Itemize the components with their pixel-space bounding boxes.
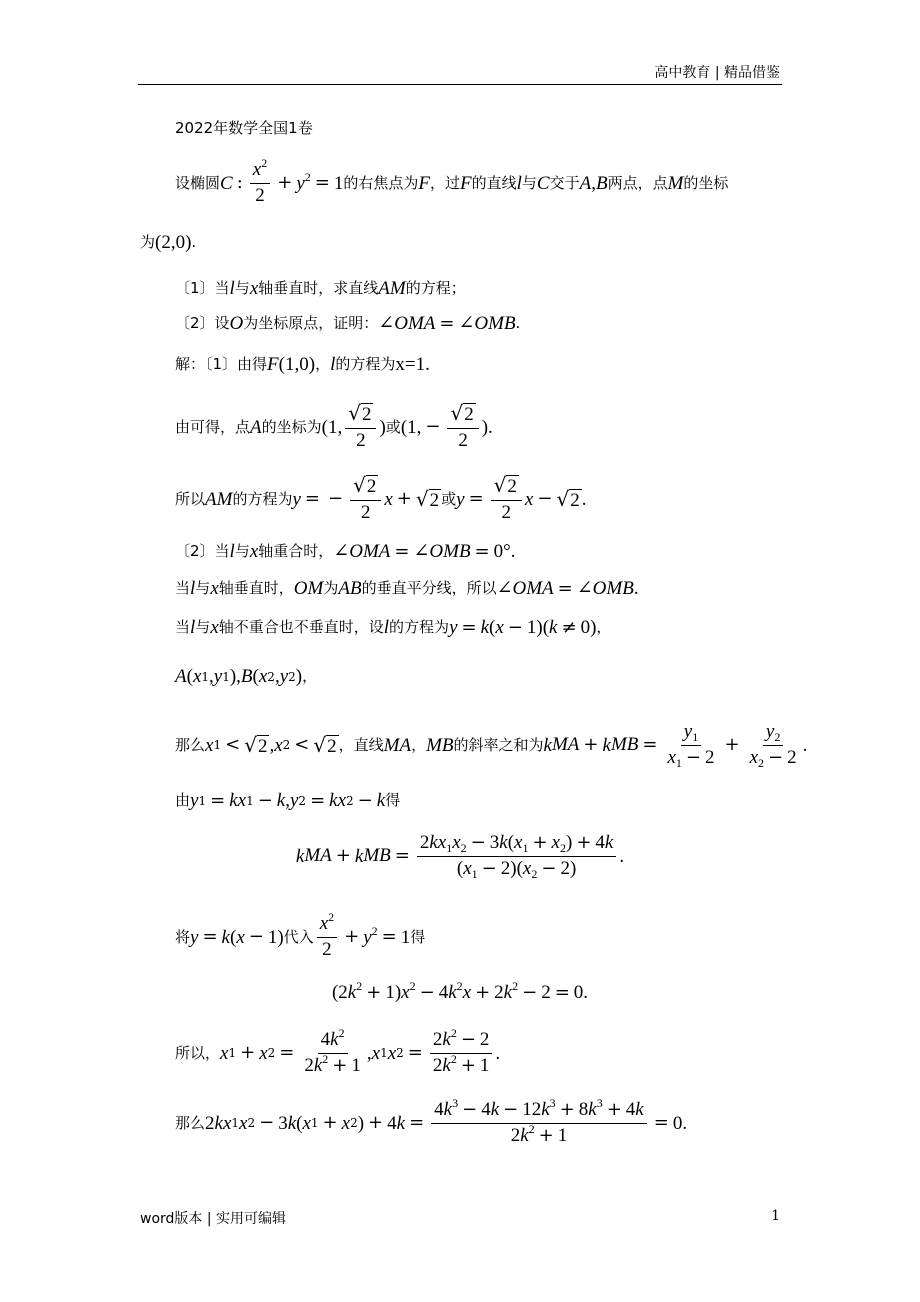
page-footer: word版本 | 实用可编辑	[140, 1211, 287, 1227]
page-header: 高中教育 | 精品借鉴	[654, 65, 780, 81]
solution-line-4: 〔2〕当 l 与 x 轴重合时， ∠ OMA = ∠ OMB = 0°.	[175, 540, 516, 562]
solution-line-8: 那么 x 1 < √ 2 , x 2 < √ 2 ，直线 MA ， MB 的斜率之和为 k MA + k MB = $\frac{y_1}{x_1 - 2}$ + $\frac{y_2}{x_2 - 2}$ .	[175, 721, 808, 770]
problem-part-1: 〔1〕当 l 与 x 轴垂直时，求直线 AM 的方程；	[175, 278, 466, 299]
problem-line-2: 为 (2,0) .	[140, 232, 197, 253]
solution-line-14: 那么 2 kx 1 x 2 − 3 k ( x 1 + x 2 ) + 4 k = $\frac{4k^3 - 4k - 12k^3 + 8k^3 + 4k}{2k^2 + 1}$ = 0.	[175, 1096, 688, 1146]
solution-line-3: 所以 AM 的方程为 y = − √ 2 2 x + √ 2 或 y = √ 2 2 x − √ 2 .	[175, 473, 587, 523]
document-title: 2022年数学全国1卷	[175, 119, 313, 137]
problem-line-1: 设椭圆 C : $\frac{x^2}{2}$ + $y^2$ = 1 的右焦点为 F ，过 F 的直线 l 与 C 交于 A , B 两点，点 M 的坐标	[175, 156, 729, 206]
solution-line-11: 将 y = k ( x − 1) 代入 $\frac{x^2}{2}$ + $y^2$ = 1 得	[175, 910, 426, 960]
solution-line-13: 所以， x 1 + x 2 = $\frac{4k^2}{2k^2 + 1}$ , x 1 x 2 = $\frac{2k^2 - 2}{2k^2 + 1}$ .	[175, 1026, 501, 1076]
page-number: 1	[771, 1208, 780, 1224]
solution-line-5: 当 l 与 x 轴垂直时， OM 为 AB 的垂直平分线，所以 ∠ OMA = ∠ OMB .	[175, 577, 639, 599]
solution-line-9: 由 y 1 = kx 1 − k , y 2 = kx 2 − k 得	[175, 789, 401, 811]
solution-line-1: 解：〔1〕由得 F (1,0) ， l 的方程为 x=1.	[175, 354, 430, 375]
problem-part-2: 〔2〕设 O 为坐标原点，证明： ∠ OMA = ∠ OMB .	[175, 312, 521, 334]
solution-line-7: A ( x 1 , y 1 ), B ( x 2 , y 2 ) ，	[175, 666, 318, 687]
solution-line-6: 当 l 与 x 轴不重合也不垂直时，设 l 的方程为 y = k ( x − 1)( k ≠ 0) ，	[175, 616, 612, 638]
header-rule	[138, 84, 782, 85]
solution-line-10: k MA + k MB = $\frac{2kx_1x_2 - 3k(x_1 + x_2) + 4k}{(x_1 - 2)(x_2 - 2)}$ .	[295, 832, 625, 881]
solution-line-2: 由可得，点 A 的坐标为 (1, √ 2 2 ) 或 (1, − √ 2 2 ).	[175, 401, 493, 451]
solution-line-12: (2 $k^2$ + 1) $x^2$ − 4 $k^2x$ + 2 $k^2$ − 2 = 0.	[331, 979, 589, 1003]
